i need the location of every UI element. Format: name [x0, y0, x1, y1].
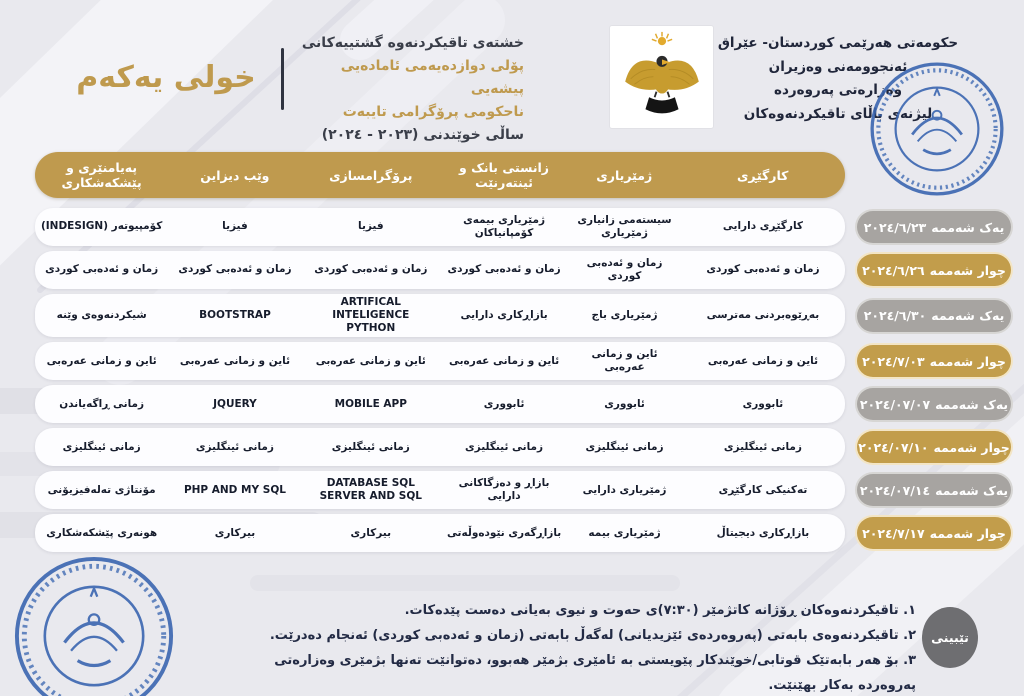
date-value: ٢٠٢٤/٠٧/١٤: [859, 482, 931, 498]
subject-cell: ئابووری: [604, 397, 645, 410]
exam-schedule-table: [35, 152, 1013, 557]
note-line-3: ٣. بۆ هەر بابەتێک قوتابی/خوێندکار پێویستی بە ئامێری بژمێر هەبوو، دەتوانێت تەنها بژمێری وەزارەتی پەروەردە بەکار بهێنێت.: [274, 653, 916, 693]
column-header-media: پەیامنێری و پێشکەشکاری: [61, 160, 142, 190]
schedule-title-line-2: پۆلی دوازدەیەمی ئامادەیی پیشەیی: [340, 58, 524, 97]
subject-cell: کارگێڕی دارایی: [722, 220, 804, 233]
subject-cell: بیرکاری: [350, 526, 392, 539]
subject-cell: PHP AND MY SQL: [183, 483, 286, 496]
subject-cell: DATABASE SQL SERVER AND SQL: [319, 477, 422, 503]
note-line-1: ١. تاقیکردنەوەکان ڕۆژانە کاتژمێر (٧:٣٠)ی حەوت و نیوی بەیانی دەست پێدەکات.: [404, 603, 916, 618]
subject-cell: ژمێریاری دارایی: [582, 483, 667, 496]
subject-cell: تەکنیکی کارگێڕی: [718, 483, 808, 496]
subject-cell: فیزیا: [222, 220, 248, 233]
subject-cell: ARTIFICAL INTELIGENCE PYTHON: [332, 296, 410, 335]
subject-cell: زمان و ئەدەبی کوردی: [447, 263, 561, 276]
subject-cell: زمانی ڕاگەیاندن: [59, 397, 145, 410]
subject-cell: فیزیا: [358, 220, 384, 233]
subject-cell: شیکردنەوەی وێنە: [56, 309, 147, 322]
table-row: [35, 514, 1013, 552]
subject-cell: بازاڕکاری دیجیتاڵ: [716, 526, 810, 539]
table-header-bar: [35, 152, 845, 198]
date-value: ٢٠٢٤/٦/٢٦: [862, 262, 925, 278]
subject-cell: بازاڕ و دەزگاکانی دارایی: [458, 477, 550, 503]
table-row: [35, 251, 1013, 289]
date-badge: [855, 209, 1013, 245]
subject-cell: زمانی ئینگلیزی: [585, 440, 664, 453]
column-header-bank-internet: زانستی بانک و ئینتەرنێت: [459, 160, 549, 190]
date-badge: [855, 429, 1013, 465]
date-day: چوار شەممە: [933, 439, 1010, 455]
subject-cell: ئابووری: [483, 397, 525, 410]
subjects-row: [35, 294, 845, 337]
date-day: یەک شەممە: [931, 308, 1005, 324]
subject-cell: زمان و ئەدەبی کوردی: [314, 263, 428, 276]
subject-cell: مۆنتاژی تەلەفیزیۆنی: [47, 483, 156, 496]
subject-cell: MOBILE APP: [334, 397, 407, 410]
subject-cell: ئاین و زمانی عەرەبی: [179, 354, 291, 367]
column-header-kargeri: کارگێڕی: [736, 167, 789, 183]
note-line-2: ٢. تاقیکردنەوەی بابەتی (پەروەردەی ئێزیدیانی) لەگەڵ بابەتی (زمان و ئەدەبی کوردی) ئەنجام دەدرێت.: [269, 628, 916, 643]
date-value: ٢٠٢٤/٧/٠٣: [862, 353, 925, 369]
title-divider: [281, 48, 284, 110]
subject-cell: ژمێریاری بیمە: [588, 526, 661, 539]
date-badge: [855, 386, 1013, 422]
subject-cell: بازاڕگەری نێودەوڵەتی: [446, 526, 562, 539]
date-day: یەک شەممە: [931, 219, 1005, 235]
column-header-web-design: وێب دیزاین: [200, 167, 270, 183]
subject-cell: زمانی ئینگلیزی: [723, 440, 802, 453]
column-header-zhmeryari: ژمێریاری: [596, 167, 653, 183]
date-value: ٢٠٢٤/٦/٢٣: [863, 219, 927, 235]
date-day: یەک شەممە: [935, 482, 1009, 498]
date-badge: [855, 515, 1013, 551]
subject-cell: زمانی ئینگلیزی: [62, 440, 141, 453]
date-value: ٢٠٢٤/٠٧/٠٧: [859, 396, 931, 412]
government-line-2: ئەنجوومەنی وەزیران: [768, 58, 908, 75]
subject-cell: زمانی ئینگلیزی: [331, 440, 410, 453]
government-line-4: لیژنەی باڵای تاقیکردنەوەکان: [743, 105, 933, 122]
subjects-row: [35, 428, 845, 466]
table-row: [35, 428, 1013, 466]
notes-label-badge: تێبینی: [922, 607, 978, 668]
subject-cell: ئاین و زمانی عەرەبی: [448, 354, 560, 367]
subject-cell: بازاڕکاری دارایی: [460, 309, 548, 322]
date-badge: [855, 343, 1013, 379]
table-row: [35, 208, 1013, 246]
subject-cell: ئاین و زمانی عەرەبی: [707, 354, 819, 367]
date-day: چوار شەممە: [929, 262, 1006, 278]
subject-cell: زمان و ئەدەبی کوردی: [586, 256, 663, 282]
column-header-programming: پرۆگرامسازی: [329, 167, 413, 183]
schedule-title-line-4: ساڵی خوێندنی (٢٠٢٣ - ٢٠٢٤): [321, 127, 524, 143]
subject-cell: کۆمپیوتەر (INDESIGN): [40, 220, 163, 233]
subjects-row: [35, 342, 845, 380]
subject-cell: هونەری پێشکەشکاری: [46, 526, 158, 539]
date-day: چوار شەممە: [929, 353, 1006, 369]
subject-cell: زمان و ئەدەبی کوردی: [706, 263, 820, 276]
round-title: خولی یەکەم: [76, 60, 256, 95]
schedule-title: [296, 32, 524, 147]
subject-cell: زمان و ئەدەبی کوردی: [45, 263, 159, 276]
schedule-title-line-1: خشتەی تاقیکردنەوە گشتییەکانی: [301, 35, 524, 51]
subjects-row: [35, 471, 845, 509]
government-line-1: حکومەتی هەرێمی کوردستان- عێراق: [717, 35, 959, 51]
subject-cell: بەڕێوەبردنی مەترسی: [706, 309, 820, 322]
table-row: [35, 385, 1013, 423]
government-line-3: وەزارەتی پەروەردە: [774, 82, 902, 98]
date-badge: [855, 472, 1013, 508]
table-header-row: [35, 152, 1013, 198]
subject-cell: ئاین و زمانی عەرەبی: [315, 354, 426, 367]
krg-eagle-emblem-icon: [616, 31, 708, 123]
subject-cell: بیرکاری: [214, 526, 256, 539]
subjects-row: [35, 385, 845, 423]
notes-list: [244, 598, 916, 696]
ministry-stamp-icon: [12, 554, 176, 696]
date-value: ٢٠٢٤/٦/٣٠: [863, 308, 927, 324]
subject-cell: ئاین و زمانی عەرەبی: [591, 348, 658, 374]
table-row: [35, 294, 1013, 337]
table-row: [35, 342, 1013, 380]
date-value: ٢٠٢٤/٧/١٧: [862, 525, 925, 541]
subject-cell: ئاین و زمانی عەرەبی: [46, 354, 157, 367]
subject-cell: ئابووری: [742, 397, 784, 410]
subjects-row: [35, 514, 845, 552]
date-day: چوار شەممە: [929, 525, 1006, 541]
subject-cell: JQUERY: [213, 397, 257, 410]
ministry-stamp-icon: [868, 60, 1006, 198]
subject-cell: زمانی ئینگلیزی: [195, 440, 274, 453]
subjects-row: [35, 251, 845, 289]
subjects-row: [35, 208, 845, 246]
date-badge: [855, 252, 1013, 288]
krg-emblem-box: [610, 26, 713, 128]
subject-cell: سیستەمی زانیاری ژمێریاری: [577, 213, 672, 239]
subject-cell: ژمێریاری باج: [591, 309, 658, 322]
subject-cell: BOOTSTRAP: [199, 309, 271, 322]
date-day: یەک شەممە: [935, 396, 1009, 412]
subject-cell: زمانی ئینگلیزی: [465, 440, 544, 453]
schedule-title-line-3: ناحکومی پرۆگرامی تایبەت: [342, 104, 524, 120]
subject-cell: زمان و ئەدەبی کوردی: [178, 263, 292, 276]
date-badge: [855, 298, 1013, 334]
subject-cell: ژمێریاری بیمەی کۆمپانیاکان: [463, 213, 545, 239]
table-row: [35, 471, 1013, 509]
date-value: ٢٠٢٤/٠٧/١٠: [858, 439, 929, 455]
